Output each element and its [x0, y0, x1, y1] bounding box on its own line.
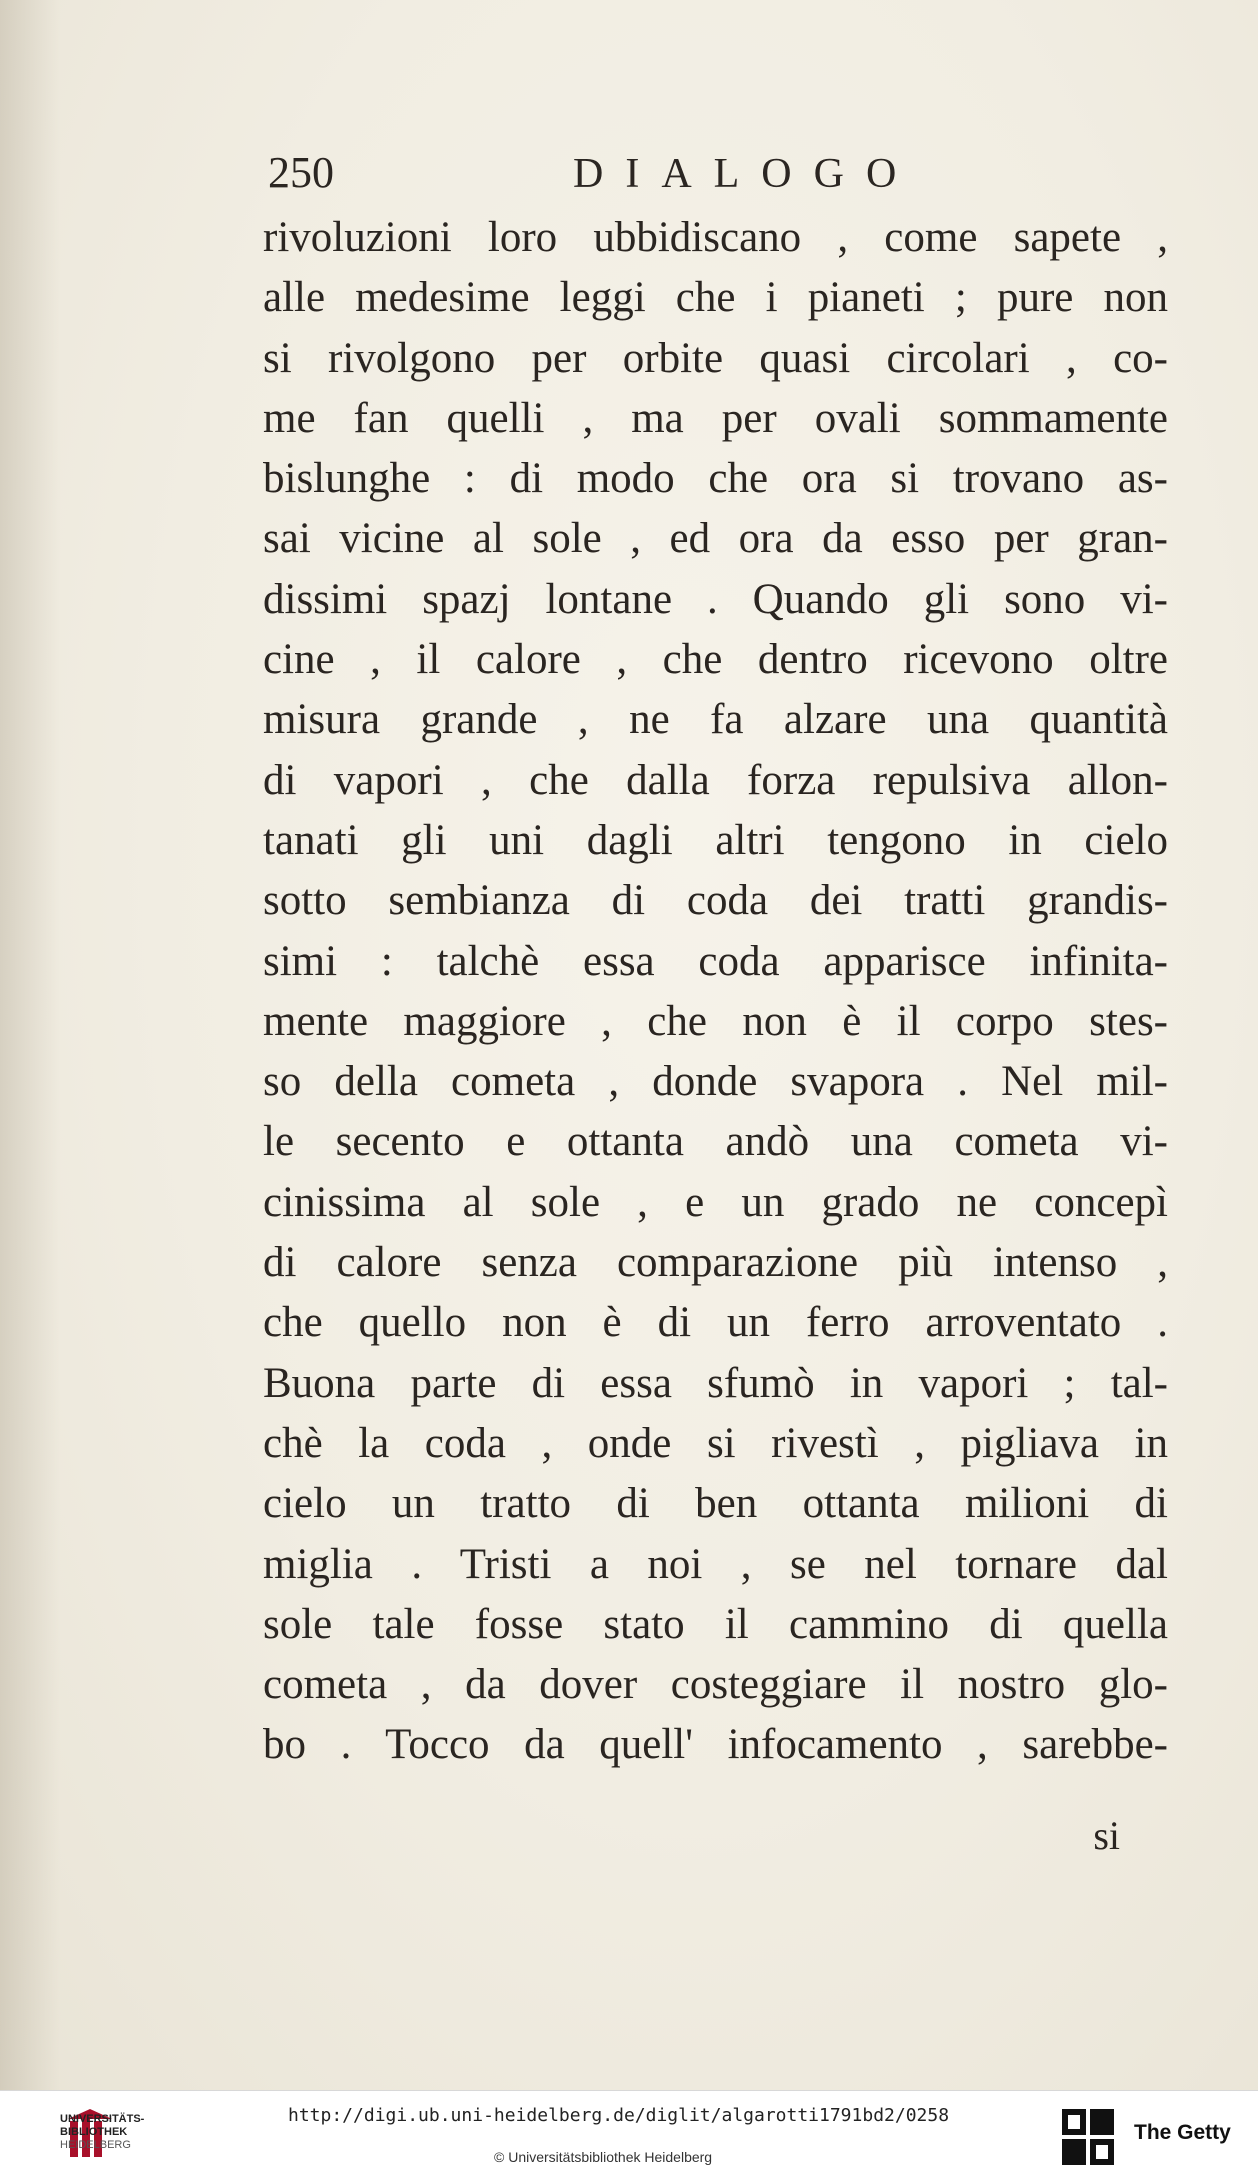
permalink-url[interactable]: http://digi.ub.uni-heidelberg.de/diglit/algarotti1791bd2/0258: [288, 2105, 950, 2126]
library-name-line-2: BIBLIOTHEK: [60, 2126, 128, 2138]
copyright-notice: © Universitätsbibliothek Heidelberg: [494, 2149, 713, 2165]
text-line: le secento e ottanta andò una cometa vi-: [263, 1118, 1168, 1166]
running-head: [268, 148, 1168, 198]
text-line: cine , il calore , che dentro ricevono oltre: [263, 636, 1168, 684]
text-line: simi : talchè essa coda apparisce infinita-: [263, 937, 1168, 985]
text-line: bo . Tocco da quell' infocamento , sarebbe-: [263, 1721, 1168, 1769]
text-line: di calore senza comparazione più intenso ,: [263, 1239, 1168, 1287]
text-line: rivoluzioni loro ubbidiscano , come sapete ,: [263, 214, 1168, 261]
text-line: me fan quelli , ma per ovali sommamente: [263, 394, 1168, 442]
text-line: Buona parte di essa sfumò in vapori ; tal-: [263, 1359, 1168, 1407]
catchword: si: [1093, 1813, 1120, 1858]
text-line: so della cometa , donde svapora . Nel mil-: [263, 1058, 1168, 1106]
page-number: 250: [268, 148, 334, 197]
library-logo-text: [60, 2113, 144, 2152]
text-line: tanati gli uni dagli altri tengono in cielo: [263, 816, 1168, 864]
footer-bar: [0, 2090, 1258, 2183]
text-line: bislunghe : di modo che ora si trovano as-: [263, 455, 1168, 503]
text-line: sole tale fosse stato il cammino di quella: [263, 1600, 1168, 1648]
getty-name: The Getty: [1134, 2121, 1231, 2144]
text-line: di vapori , che dalla forza repulsiva allon-: [263, 756, 1168, 804]
text-line: chè la coda , onde si rivestì , pigliava in: [263, 1419, 1168, 1467]
getty-logo-icon[interactable]: [1060, 2107, 1116, 2169]
text-line: sai vicine al sole , ed ora da esso per gran-: [263, 515, 1168, 563]
body-text: [263, 208, 1168, 1776]
header-title: DIALOGO: [573, 151, 919, 197]
text-line: misura grande , ne fa alzare una quantità: [263, 696, 1168, 744]
text-line: che quello non è di un ferro arroventato .: [263, 1299, 1168, 1347]
text-line: si rivolgono per orbite quasi circolari , co-: [263, 334, 1168, 382]
library-name-line-1: UNIVERSITÄTS-: [60, 2113, 145, 2125]
text-line: cometa , da dover costeggiare il nostro glo-: [263, 1661, 1168, 1709]
spine-shadow: [0, 0, 60, 2090]
text-line: sotto sembianza di coda dei tratti grandis-: [263, 877, 1168, 925]
text-line: cielo un tratto di ben ottanta milioni di: [263, 1480, 1168, 1528]
text-line: miglia . Tristi a noi , se nel tornare dal: [263, 1540, 1168, 1588]
text-line: cinissima al sole , e un grado ne concepì: [263, 1178, 1168, 1226]
text-line: dissimi spazj lontane . Quando gli sono vi-: [263, 575, 1168, 623]
text-line: mente maggiore , che non è il corpo stes-: [263, 997, 1168, 1045]
text-line: alle medesime leggi che i pianeti ; pure non: [263, 274, 1168, 322]
library-name-line-3: HEIDELBERG: [60, 2139, 131, 2151]
